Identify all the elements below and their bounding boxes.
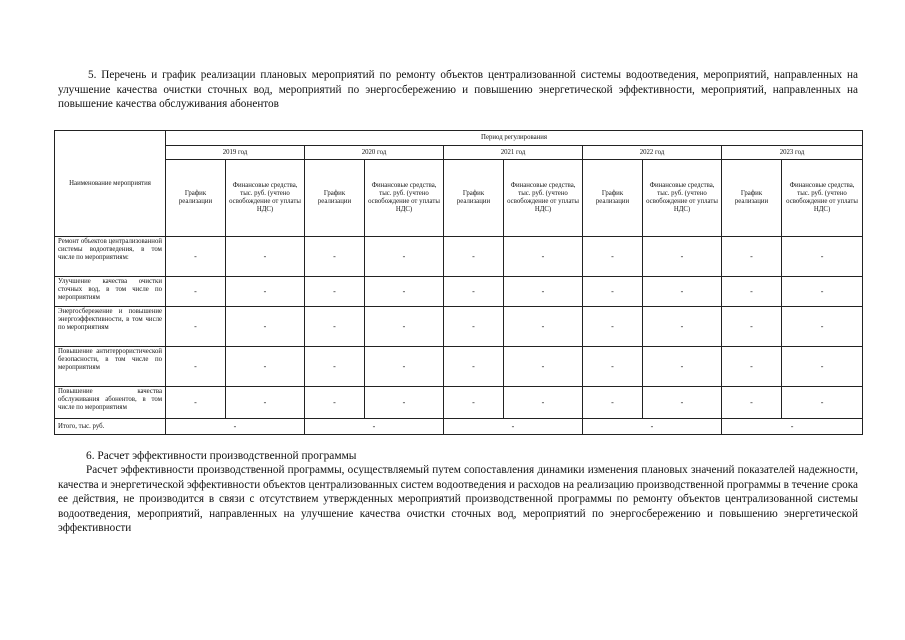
cell-value: - xyxy=(365,277,444,307)
cell-value: - xyxy=(166,277,226,307)
table-row xyxy=(55,307,863,347)
cell-value: - xyxy=(226,237,305,277)
row-name: Энергосбережение и повышение энергоэффективности, в том числе по мероприятиям xyxy=(55,307,166,347)
total-value: - xyxy=(722,419,863,435)
cell-value: - xyxy=(365,347,444,387)
cell-value: - xyxy=(305,237,365,277)
cell-value: - xyxy=(643,347,722,387)
cell-value: - xyxy=(782,347,863,387)
total-value: - xyxy=(305,419,444,435)
row-name: Ремонт объектов централизованной системы водоотведения, в том числе по мероприятиям: xyxy=(55,237,166,277)
cell-value: - xyxy=(504,387,583,419)
year-header: 2022 год xyxy=(583,146,722,160)
year-header: 2019 год xyxy=(166,146,305,160)
cell-value: - xyxy=(583,307,643,347)
cell-value: - xyxy=(504,237,583,277)
cell-value: - xyxy=(583,347,643,387)
section-6-heading: 6. Расчет эффективности производственной программы xyxy=(86,450,357,462)
row-name: Повышение антитеррористической безопасности, в том числе по мероприятиям xyxy=(55,347,166,387)
cell-value: - xyxy=(722,347,782,387)
schedule-header: График реализации xyxy=(722,160,782,237)
cell-value: - xyxy=(643,387,722,419)
total-value: - xyxy=(166,419,305,435)
cell-value: - xyxy=(166,237,226,277)
schedule-header: График реализации xyxy=(583,160,643,237)
cell-value: - xyxy=(444,277,504,307)
table-row xyxy=(55,277,863,307)
cell-value: - xyxy=(583,387,643,419)
cell-value: - xyxy=(365,237,444,277)
schedule-header: График реализации xyxy=(305,160,365,237)
cell-value: - xyxy=(444,307,504,347)
cell-value: - xyxy=(305,277,365,307)
cell-value: - xyxy=(782,237,863,277)
table-row xyxy=(55,347,863,387)
cell-value: - xyxy=(444,237,504,277)
cell-value: - xyxy=(444,347,504,387)
cell-value: - xyxy=(166,387,226,419)
table-row xyxy=(55,237,863,277)
total-value: - xyxy=(583,419,722,435)
row-name: Улучшение качества очистки сточных вод, в том числе по мероприятиям xyxy=(55,277,166,307)
cell-value: - xyxy=(166,347,226,387)
cell-value: - xyxy=(504,347,583,387)
cell-value: - xyxy=(782,387,863,419)
cell-value: - xyxy=(305,307,365,347)
header-period: Период регулирования xyxy=(166,131,863,146)
row-name: Повышение качества обслуживания абонентов, в том числе по мероприятиям xyxy=(55,387,166,419)
year-header: 2020 год xyxy=(305,146,444,160)
section-6-body: Расчет эффективности производственной программы, осуществляемый путем сопоставления динамики изменения плановых значений показателей надежности, качества и энергетической эффективности объектов централизованных систем водоотведения и расходов на реализацию производственной программы в течение срока ее действия, не производится в связи с отсутствием утвержденных мероприятий производственной программы по ремонту объектов централизованной системы водоотведения, мероприятий, направленных на улучшение качества очистки сточных вод, мероприятий по энергосбережению и повышению энергетической эффективности xyxy=(58,464,858,534)
section-5-heading: 5. Перечень и график реализации плановых мероприятий по ремонту объектов централизованной системы водоотведения, мероприятий, направленных на улучшение качества очистки сточных вод, мероприятий по энергосбережению и повышению энергетической эффективности, мероприятий, направленных на повышение качества обслуживания абонентов xyxy=(58,69,858,110)
cell-value: - xyxy=(643,237,722,277)
cell-value: - xyxy=(365,307,444,347)
cell-value: - xyxy=(643,277,722,307)
total-label: Итого, тыс. руб. xyxy=(55,419,166,435)
cell-value: - xyxy=(782,277,863,307)
cell-value: - xyxy=(722,387,782,419)
cell-value: - xyxy=(504,277,583,307)
cell-value: - xyxy=(226,347,305,387)
year-header: 2023 год xyxy=(722,146,863,160)
finance-header: Финансовые средства, тыс. руб. (учтено освобождение от уплаты НДС) xyxy=(226,160,305,237)
finance-header: Финансовые средства, тыс. руб. (учтено освобождение от уплаты НДС) xyxy=(365,160,444,237)
cell-value: - xyxy=(226,307,305,347)
cell-value: - xyxy=(444,387,504,419)
cell-value: - xyxy=(583,277,643,307)
total-value: - xyxy=(444,419,583,435)
schedule-header: График реализации xyxy=(166,160,226,237)
finance-header: Финансовые средства, тыс. руб. (учтено освобождение от уплаты НДС) xyxy=(782,160,863,237)
year-header: 2021 год xyxy=(444,146,583,160)
header-name: Наименование мероприятия xyxy=(55,131,166,237)
cell-value: - xyxy=(504,307,583,347)
finance-header: Финансовые средства, тыс. руб. (учтено освобождение от уплаты НДС) xyxy=(504,160,583,237)
cell-value: - xyxy=(782,307,863,347)
cell-value: - xyxy=(722,307,782,347)
cell-value: - xyxy=(583,237,643,277)
table-row xyxy=(55,387,863,419)
finance-header: Финансовые средства, тыс. руб. (учтено освобождение от уплаты НДС) xyxy=(643,160,722,237)
cell-value: - xyxy=(226,277,305,307)
cell-value: - xyxy=(305,387,365,419)
cell-value: - xyxy=(365,387,444,419)
plan-table xyxy=(54,130,863,435)
cell-value: - xyxy=(226,387,305,419)
schedule-header: График реализации xyxy=(444,160,504,237)
cell-value: - xyxy=(305,347,365,387)
cell-value: - xyxy=(643,307,722,347)
cell-value: - xyxy=(166,307,226,347)
cell-value: - xyxy=(722,277,782,307)
cell-value: - xyxy=(722,237,782,277)
